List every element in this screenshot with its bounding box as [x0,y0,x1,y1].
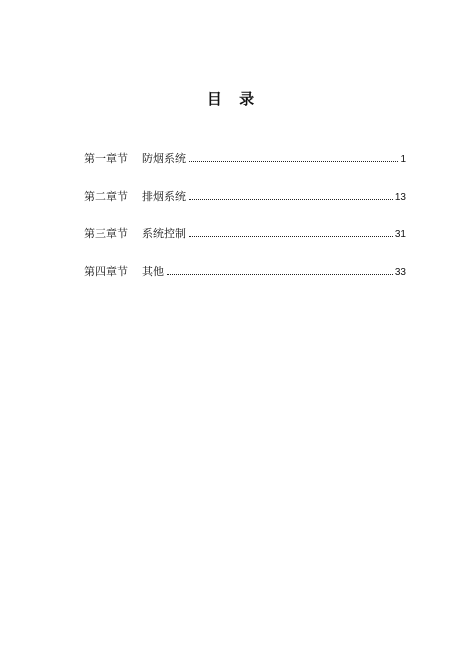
toc-dot-leader [167,273,393,275]
toc-dot-leader [189,160,398,162]
toc-entry-title: 其他 [142,264,164,278]
toc-entry-title: 系统控制 [142,227,186,240]
toc-entry[interactable] [84,188,406,206]
toc-entry-page-number: 33 [394,266,406,278]
toc-entry[interactable] [84,225,406,243]
toc-dot-leader [189,198,393,200]
toc-entry-page-number: 13 [394,191,406,203]
toc-entry[interactable] [84,150,406,168]
toc-entry-title: 防烟系统 [142,152,186,165]
toc-entry-chapter: 第三章节 [84,227,128,240]
toc-entry[interactable] [84,263,406,281]
toc-entry-page-number: 1 [400,154,406,165]
toc-title: 目 录 [206,90,261,108]
toc-entry-chapter: 第一章节 [84,152,128,165]
toc-entry-title: 排烟系统 [142,189,186,203]
toc-dot-leader [189,235,393,237]
toc-entry-chapter: 第二章节 [84,189,128,203]
toc-entry-page-number: 31 [394,229,406,240]
toc-entry-chapter: 第四章节 [84,264,128,278]
toc-list [84,150,406,300]
